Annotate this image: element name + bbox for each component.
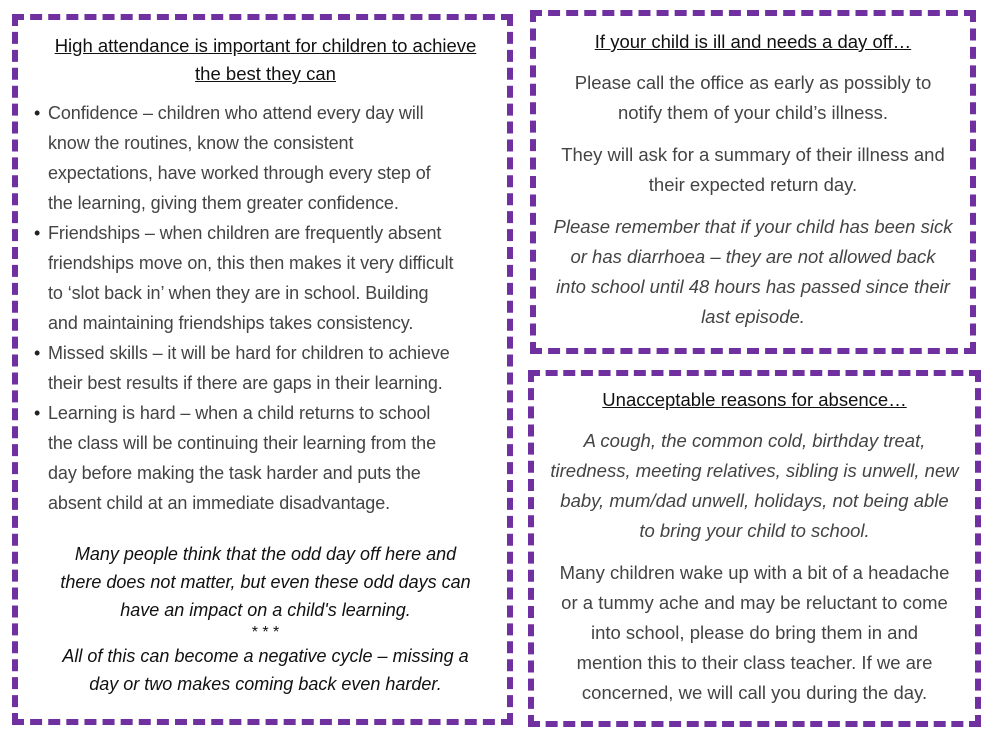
bullet-icon: • bbox=[34, 403, 41, 423]
text-line: A cough, the common cold, birthday treat, bbox=[583, 430, 926, 451]
text-line: their expected return day. bbox=[648, 174, 858, 195]
unacceptable-heading: Unacceptable reasons for absence… bbox=[602, 389, 907, 410]
text-line: or has diarrhoea – they are not allowed back bbox=[570, 246, 936, 267]
text-line: tiredness, meeting relatives, sibling is unwell, new bbox=[550, 460, 959, 481]
text-line: They will ask for a summary of their illness and bbox=[561, 144, 945, 165]
list-line: the learning, giving them greater confidence. bbox=[48, 193, 399, 213]
unacceptable-reasons-panel bbox=[528, 370, 981, 727]
text-line: into school, please do bring them in and bbox=[590, 622, 919, 643]
text-line: Please call the office as early as possibly to bbox=[574, 72, 932, 93]
list-line: Friendships – when children are frequently absent bbox=[48, 223, 442, 243]
text-line: into school until 48 hours has passed since their bbox=[556, 276, 950, 297]
list-line: friendships move on, this then makes it very difficult bbox=[48, 253, 454, 273]
text-line: baby, mum/dad unwell, holidays, not being able bbox=[560, 490, 949, 511]
sickness-rule-text bbox=[548, 212, 958, 332]
odd-day-quote bbox=[36, 540, 495, 624]
list-item bbox=[36, 218, 495, 338]
separator-stars: * * * bbox=[251, 624, 280, 641]
list-line: Confidence – children who attend every day will bbox=[48, 103, 424, 123]
list-line: and maintaining friendships takes consistency. bbox=[48, 313, 414, 333]
quote-line: there does not matter, but even these odd days can bbox=[60, 572, 471, 592]
list-line: Missed skills – it will be hard for children to achieve bbox=[48, 343, 450, 363]
text-line: or a tummy ache and may be reluctant to come bbox=[561, 592, 948, 613]
text-line: mention this to their class teacher. If we are bbox=[576, 652, 933, 673]
list-line: the class will be continuing their learning from the bbox=[48, 433, 437, 453]
attendance-heading bbox=[36, 32, 495, 88]
list-line: Learning is hard – when a child returns to school bbox=[48, 403, 431, 423]
list-line: absent child at an immediate disadvantage. bbox=[48, 493, 391, 513]
illness-heading: If your child is ill and needs a day off… bbox=[594, 31, 912, 52]
headache-advice-text bbox=[546, 558, 963, 708]
list-line: day before making the task harder and puts the bbox=[48, 463, 421, 483]
heading-line: the best they can bbox=[195, 63, 336, 84]
attendance-points bbox=[36, 98, 495, 518]
quote-line: day or two makes coming back even harder. bbox=[89, 674, 442, 694]
list-item bbox=[36, 338, 495, 398]
summary-text bbox=[548, 140, 958, 200]
text-line: Many children wake up with a bit of a headache bbox=[559, 562, 950, 583]
text-line: Please remember that if your child has been sick bbox=[553, 216, 953, 237]
bullet-icon: • bbox=[34, 223, 41, 243]
list-item bbox=[36, 398, 495, 518]
call-office-text bbox=[548, 68, 958, 128]
text-line: last episode. bbox=[701, 306, 805, 327]
reasons-list-text bbox=[546, 426, 963, 546]
attendance-panel bbox=[12, 14, 513, 725]
list-line: know the routines, know the consistent bbox=[48, 133, 354, 153]
text-line: notify them of your child’s illness. bbox=[617, 102, 889, 123]
bullet-icon: • bbox=[34, 103, 41, 123]
quote-line: All of this can become a negative cycle – missing a bbox=[62, 646, 469, 666]
quote-line: Many people think that the odd day off here and bbox=[74, 544, 457, 564]
quote-line: have an impact on a child's learning. bbox=[120, 600, 411, 620]
illness-panel bbox=[530, 10, 976, 354]
list-line: their best results if there are gaps in their learning. bbox=[48, 373, 443, 393]
text-line: to bring your child to school. bbox=[639, 520, 870, 541]
list-line: to ‘slot back in’ when they are in school. Building bbox=[48, 283, 429, 303]
list-line: expectations, have worked through every step of bbox=[48, 163, 431, 183]
heading-line: High attendance is important for children to achieve bbox=[54, 35, 477, 56]
bullet-icon: • bbox=[34, 343, 41, 363]
negative-cycle-quote bbox=[36, 642, 495, 698]
text-line: concerned, we will call you during the day. bbox=[581, 682, 928, 703]
list-item bbox=[36, 98, 495, 218]
